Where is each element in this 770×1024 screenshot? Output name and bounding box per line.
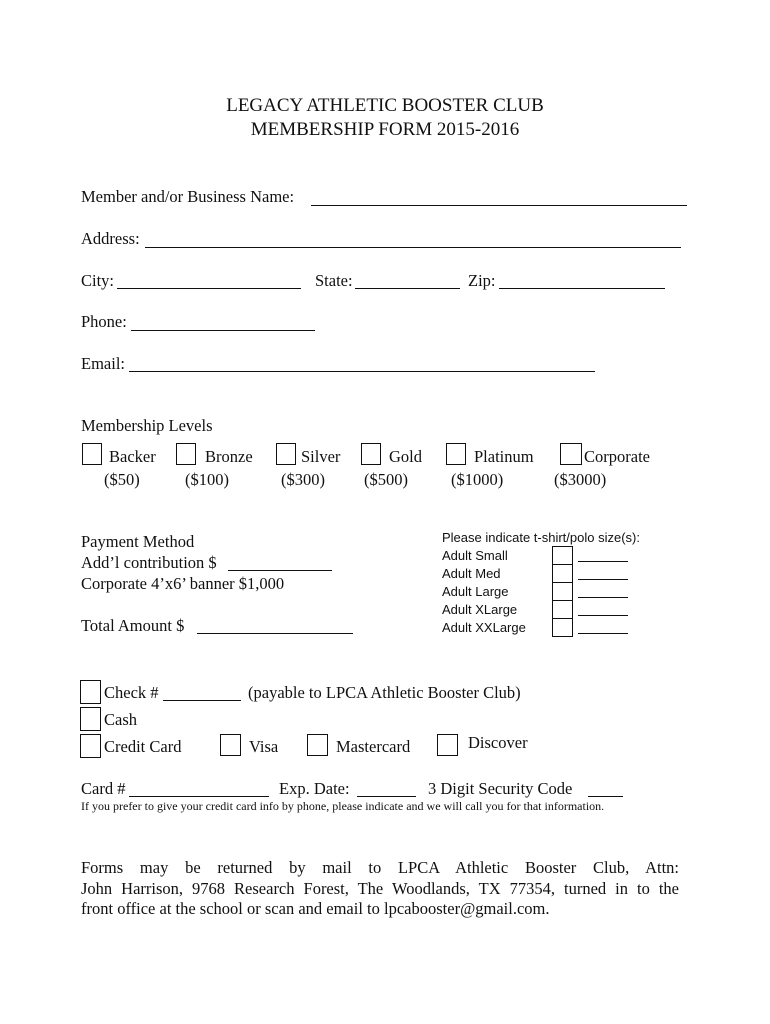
return-line-3: front office at the school or scan and email to lpcabooster@gmail.com. [81,899,550,918]
shirt-heading: Please indicate t-shirt/polo size(s): [442,530,640,545]
backer-checkbox[interactable] [82,443,102,465]
state-label: State: [315,271,353,290]
check-checkbox[interactable] [80,680,101,704]
return-line-2: John Harrison, 9768 Research Forest, The Woodlands, TX 77354, turned in to the [81,878,679,898]
check-payable-note: (payable to LPCA Athletic Booster Club) [248,683,521,702]
check-number-field[interactable] [163,700,241,701]
cash-checkbox[interactable] [80,707,101,731]
gold-label: Gold [389,447,422,466]
gold-checkbox[interactable] [361,443,381,465]
shirt-xlarge-qty[interactable] [578,615,628,616]
payment-heading: Payment Method [81,532,195,551]
backer-label: Backer [109,447,156,466]
exp-date-field[interactable] [357,796,416,797]
security-code-label: 3 Digit Security Code [428,779,573,798]
contribution-field[interactable] [228,570,332,571]
visa-checkbox[interactable] [220,734,241,756]
zip-field[interactable] [499,288,665,289]
email-label: Email: [81,354,125,373]
corporate-label: Corporate [584,447,650,466]
platinum-checkbox[interactable] [446,443,466,465]
return-instructions [81,858,679,920]
shirt-large-qty[interactable] [578,597,628,598]
shirt-med-checkbox[interactable] [552,564,573,583]
name-field[interactable] [311,205,687,206]
shirt-size-xxlarge: Adult XXLarge [442,620,526,635]
shirt-size-med: Adult Med [442,566,501,581]
corporate-checkbox[interactable] [560,443,582,465]
corporate-price: ($3000) [554,470,607,489]
backer-price: ($50) [104,470,140,489]
bronze-checkbox[interactable] [176,443,196,465]
shirt-size-xlarge: Adult XLarge [442,602,518,617]
silver-label: Silver [301,447,341,466]
visa-label: Visa [249,737,279,756]
platinum-label: Platinum [474,447,534,466]
security-code-field[interactable] [588,796,623,797]
shirt-xxlarge-checkbox[interactable] [552,618,573,637]
return-line-1: Forms may be returned by mail to LPCA Athletic Booster Club, Attn: [81,858,679,877]
shirt-size-small: Adult Small [442,548,508,563]
exp-date-label: Exp. Date: [279,779,350,798]
membership-heading: Membership Levels [81,416,213,435]
form-title-line2: MEMBERSHIP FORM 2015-2016 [250,119,520,140]
shirt-size-large: Adult Large [442,584,509,599]
shirt-small-qty[interactable] [578,561,628,562]
zip-label: Zip: [468,271,496,290]
address-field[interactable] [145,247,681,248]
cash-label: Cash [104,710,137,729]
shirt-xxlarge-qty[interactable] [578,633,628,634]
discover-label: Discover [468,733,528,752]
city-label: City: [81,271,115,290]
phone-field[interactable] [131,330,315,331]
banner-label: Corporate 4’x6’ banner $1,000 [81,574,285,593]
bronze-price: ($100) [185,470,229,489]
contribution-label: Add’l contribution $ [81,553,217,572]
card-number-label: Card # [81,779,126,798]
credit-card-checkbox[interactable] [80,734,101,758]
mastercard-label: Mastercard [336,737,411,756]
total-field[interactable] [197,633,353,634]
silver-price: ($300) [281,470,325,489]
credit-card-label: Credit Card [104,737,182,756]
mastercard-checkbox[interactable] [307,734,328,756]
name-label: Member and/or Business Name: [81,187,295,206]
form-title-line1: LEGACY ATHLETIC BOOSTER CLUB [226,95,544,116]
shirt-small-checkbox[interactable] [552,546,573,565]
silver-checkbox[interactable] [276,443,296,465]
phone-card-note: If you prefer to give your credit card info by phone, please indicate and we will call you for that information. [81,799,605,813]
discover-checkbox[interactable] [437,734,458,756]
gold-price: ($500) [364,470,408,489]
shirt-xlarge-checkbox[interactable] [552,600,573,619]
state-field[interactable] [355,288,460,289]
card-number-field[interactable] [129,796,269,797]
address-label: Address: [81,229,140,248]
shirt-large-checkbox[interactable] [552,582,573,601]
city-field[interactable] [117,288,301,289]
shirt-med-qty[interactable] [578,579,628,580]
phone-label: Phone: [81,312,127,331]
check-label: Check # [104,683,159,702]
bronze-label: Bronze [205,447,253,466]
email-field[interactable] [129,371,595,372]
total-label: Total Amount $ [81,616,185,635]
platinum-price: ($1000) [451,470,504,489]
